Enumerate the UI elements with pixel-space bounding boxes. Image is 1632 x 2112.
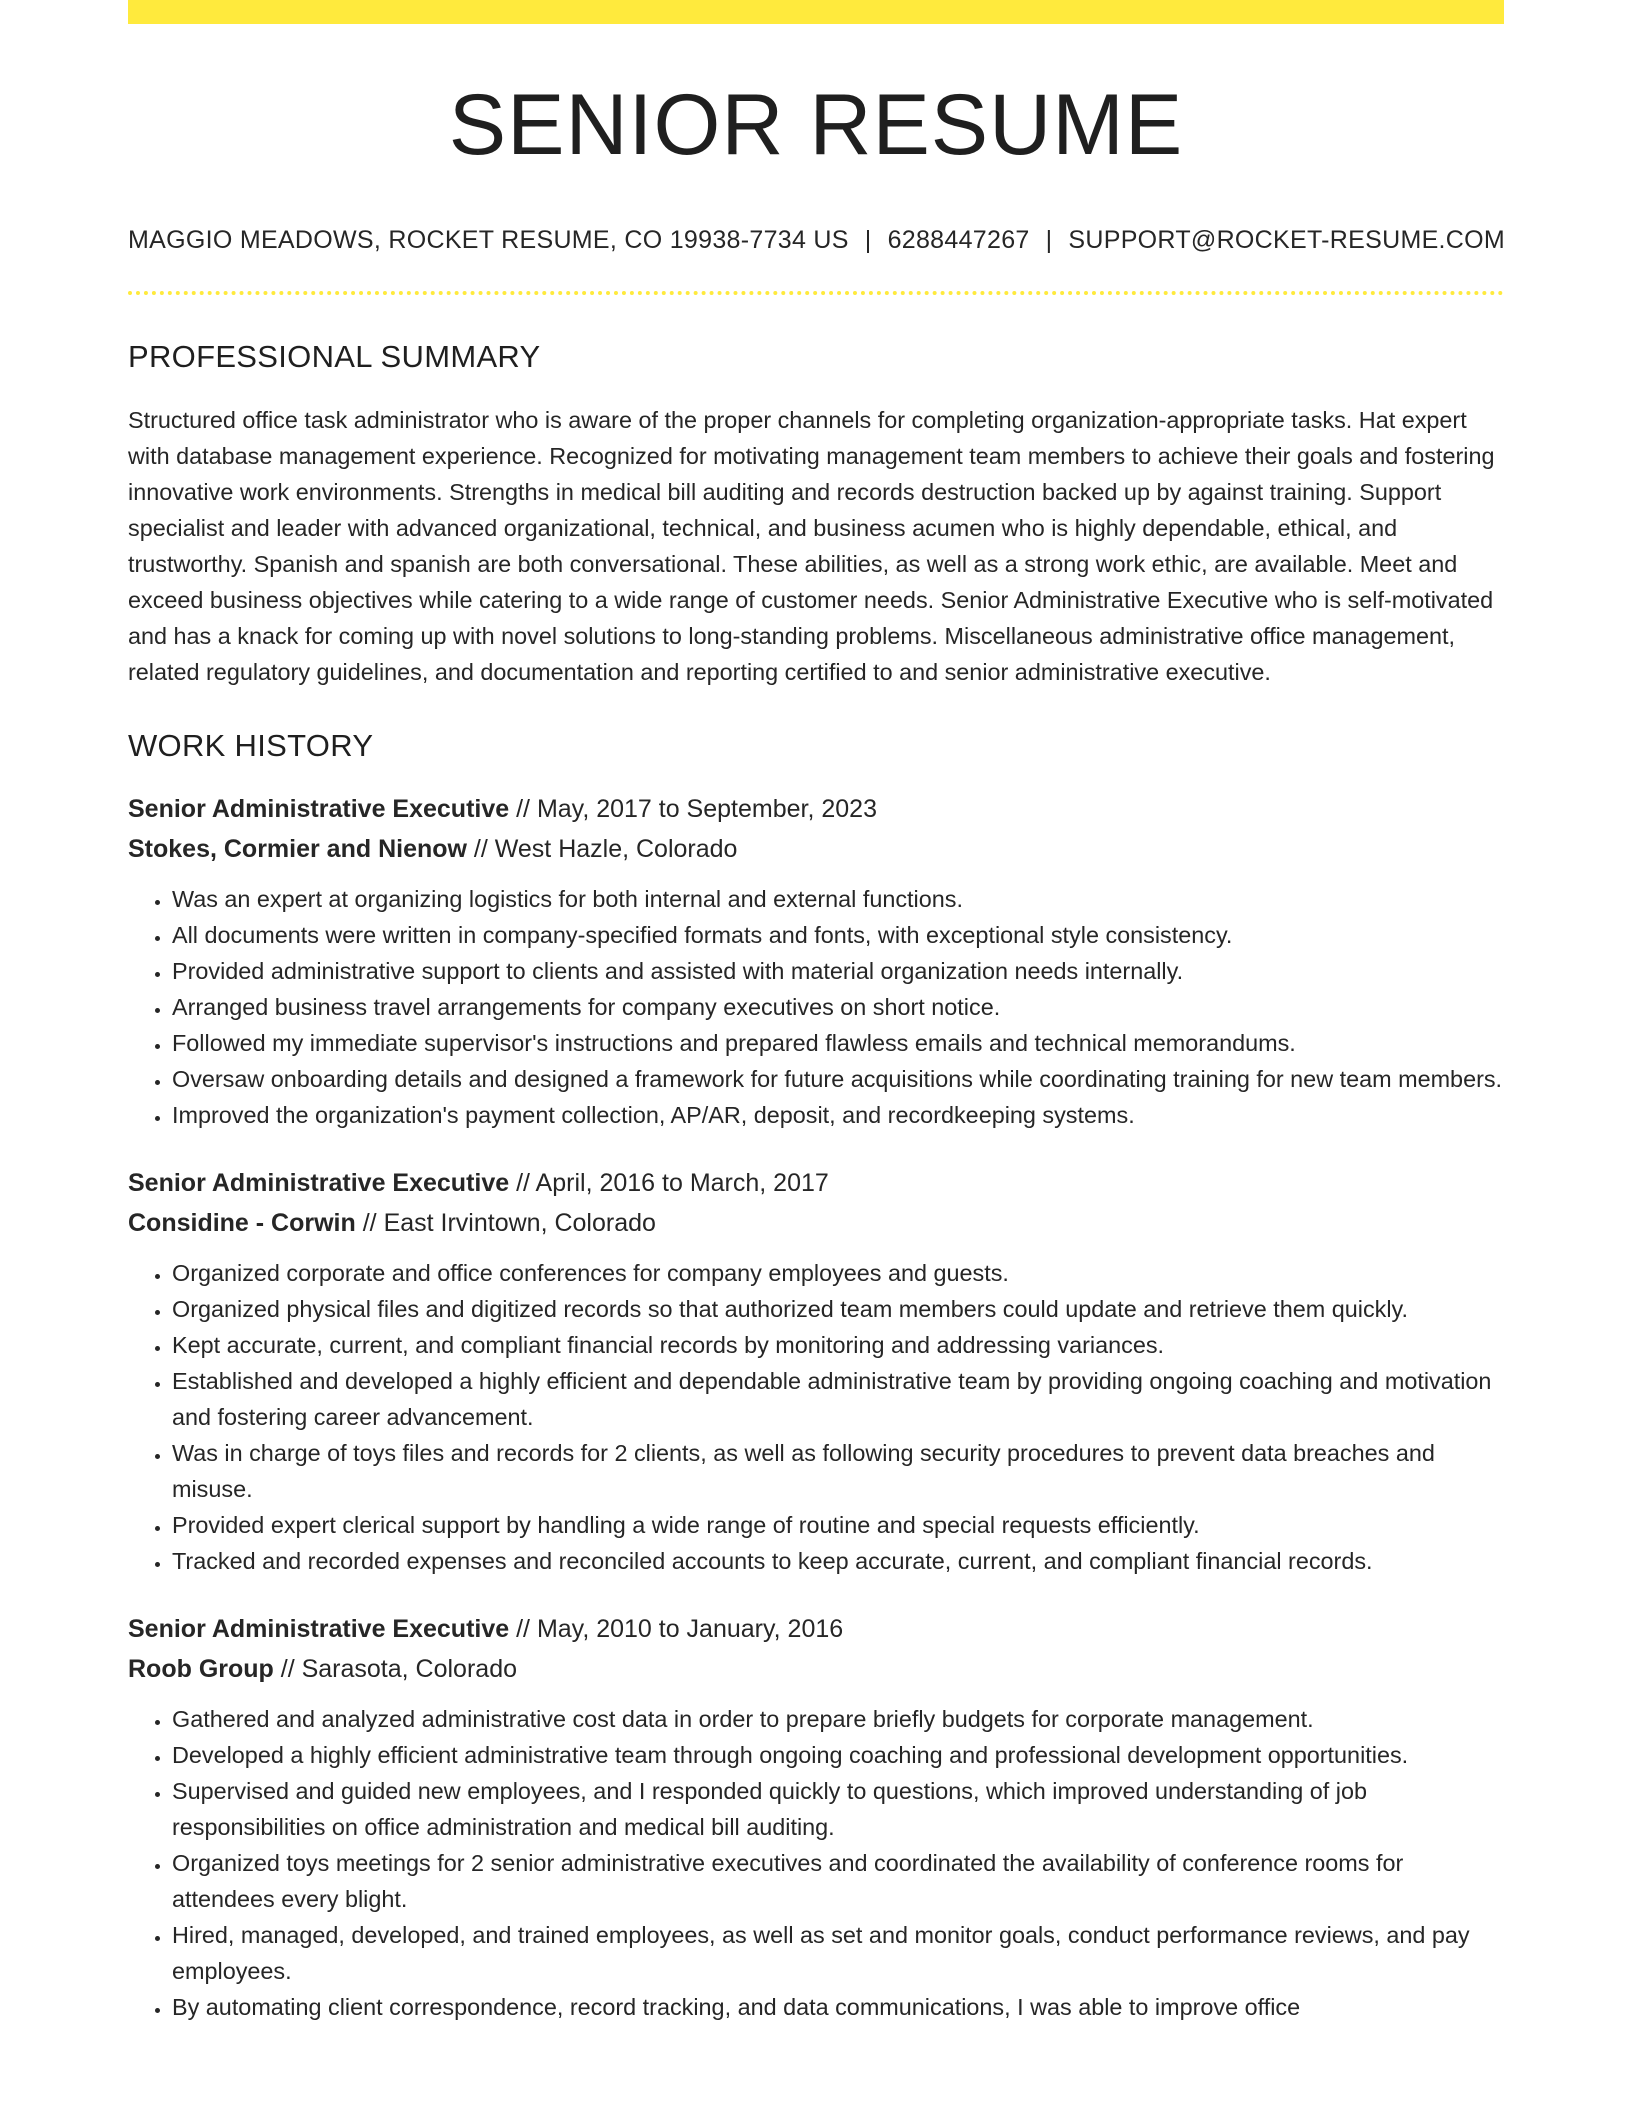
work-history-section: [128, 730, 1504, 2025]
job-title-line: [128, 1163, 1504, 1203]
job-duties-list: [128, 1255, 1504, 1579]
dotted-divider: [128, 291, 1504, 295]
job-duties-list: [128, 1701, 1504, 2025]
job-title: Senior Administrative Executive: [128, 1169, 510, 1197]
job-company: Stokes, Cormier and Nienow: [128, 835, 467, 863]
contact-email: SUPPORT@ROCKET-RESUME.COM: [1068, 226, 1506, 254]
accent-bar: [128, 0, 1504, 24]
professional-summary-section: [128, 341, 1504, 690]
job-duty: • Organized toys meetings for 2 senior administrative executives and coordinated the availability of conference rooms for attendees every blight.: [172, 1845, 1504, 1917]
contact-address: MAGGIO MEADOWS, ROCKET RESUME, CO 19938-7734 US: [128, 226, 849, 254]
job-duty: • Was an expert at organizing logistics for both internal and external functions.: [172, 881, 1504, 917]
job-entry: [128, 1609, 1504, 2025]
job-dates: // May, 2010 to January, 2016: [509, 1615, 844, 1643]
job-duty: • Developed a highly efficient administrative team through ongoing coaching and professional development opportunities.: [172, 1737, 1504, 1773]
resume-title: SENIOR RESUME: [448, 77, 1184, 173]
job-duty: • Improved the organization's payment collection, AP/AR, deposit, and recordkeeping systems.: [172, 1097, 1504, 1133]
summary-text: Structured office task administrator who is aware of the proper channels for completing organization-appropriate tasks. Hat expert with database management experience. Recognized for motivating management team members to achieve their goals and fostering innovative work environments. Strengths in medical bill auditing and records destruction backed up by against training. Support specialist and leader with advanced organizational, technical, and business acumen who is highly dependable, ethical, and trustworthy. Spanish and spanish are both conversational. These abilities, as well as a strong work ethic, are available. Meet and exceed business objectives while catering to a wide range of customer needs. Senior Administrative Executive who is self-motivated and has a knack for coming up with novel solutions to long-standing problems. Miscellaneous administrative office management, related regulatory guidelines, and documentation and reporting certified to and senior administrative executive.: [128, 407, 1495, 685]
job-duty: • Followed my immediate supervisor's instructions and prepared flawless emails and technical memorandums.: [172, 1025, 1504, 1061]
job-duty: • Was in charge of toys files and records for 2 clients, as well as following security procedures to prevent data breaches and misuse.: [172, 1435, 1504, 1507]
job-duty: • Provided administrative support to clients and assisted with material organization needs internally.: [172, 953, 1504, 989]
section-heading-summary: PROFESSIONAL SUMMARY: [128, 339, 541, 374]
job-entry: [128, 1163, 1504, 1579]
job-duty: • Tracked and recorded expenses and reconciled accounts to keep accurate, current, and compliant financial records.: [172, 1543, 1504, 1579]
job-duty: • Organized physical files and digitized records so that authorized team members could update and retrieve them quickly.: [172, 1291, 1504, 1327]
contact-separator: |: [864, 226, 872, 254]
job-company: Considine - Corwin: [128, 1209, 356, 1237]
job-location: // Sarasota, Colorado: [273, 1655, 518, 1683]
job-title-line: [128, 789, 1504, 829]
job-location: // East Irvintown, Colorado: [355, 1209, 656, 1237]
job-company-line: [128, 829, 1504, 869]
job-company-line: [128, 1649, 1504, 1689]
resume-page: [128, 0, 1504, 2025]
job-duty: • Hired, managed, developed, and trained employees, as well as set and monitor goals, conduct performance reviews, and pay employees.: [172, 1917, 1504, 1989]
job-title: Senior Administrative Executive: [128, 795, 510, 823]
job-duty: • Arranged business travel arrangements for company executives on short notice.: [172, 989, 1504, 1025]
job-title-line: [128, 1609, 1504, 1649]
job-duty: • All documents were written in company-specified formats and fonts, with exceptional style consistency.: [172, 917, 1504, 953]
job-entry: [128, 789, 1504, 1133]
contact-line: [128, 226, 1504, 255]
contact-phone: 6288447267: [887, 226, 1030, 254]
job-duty: • Organized corporate and office conferences for company employees and guests.: [172, 1255, 1504, 1291]
job-title: Senior Administrative Executive: [128, 1615, 510, 1643]
contact-separator: |: [1045, 226, 1053, 254]
job-duty: • Established and developed a highly efficient and dependable administrative team by providing ongoing coaching and motivation and fostering career advancement.: [172, 1363, 1504, 1435]
job-duty: • Supervised and guided new employees, and I responded quickly to questions, which improved understanding of job responsibilities on office administration and medical bill auditing.: [172, 1773, 1504, 1845]
job-dates: // May, 2017 to September, 2023: [509, 795, 877, 823]
job-company: Roob Group: [128, 1655, 274, 1683]
job-duty: • Gathered and analyzed administrative cost data in order to prepare briefly budgets for corporate management.: [172, 1701, 1504, 1737]
job-company-line: [128, 1203, 1504, 1243]
job-duty: • By automating client correspondence, record tracking, and data communications, I was able to improve office: [172, 1989, 1504, 2025]
job-duty: • Provided expert clerical support by handling a wide range of routine and special requests efficiently.: [172, 1507, 1504, 1543]
section-heading-work-history: WORK HISTORY: [128, 728, 374, 763]
job-duty: • Kept accurate, current, and compliant financial records by monitoring and addressing variances.: [172, 1327, 1504, 1363]
job-duty: • Oversaw onboarding details and designed a framework for future acquisitions while coordinating training for new team members.: [172, 1061, 1504, 1097]
job-duties-list: [128, 881, 1504, 1133]
job-dates: // April, 2016 to March, 2017: [509, 1169, 829, 1197]
job-location: // West Hazle, Colorado: [466, 835, 738, 863]
